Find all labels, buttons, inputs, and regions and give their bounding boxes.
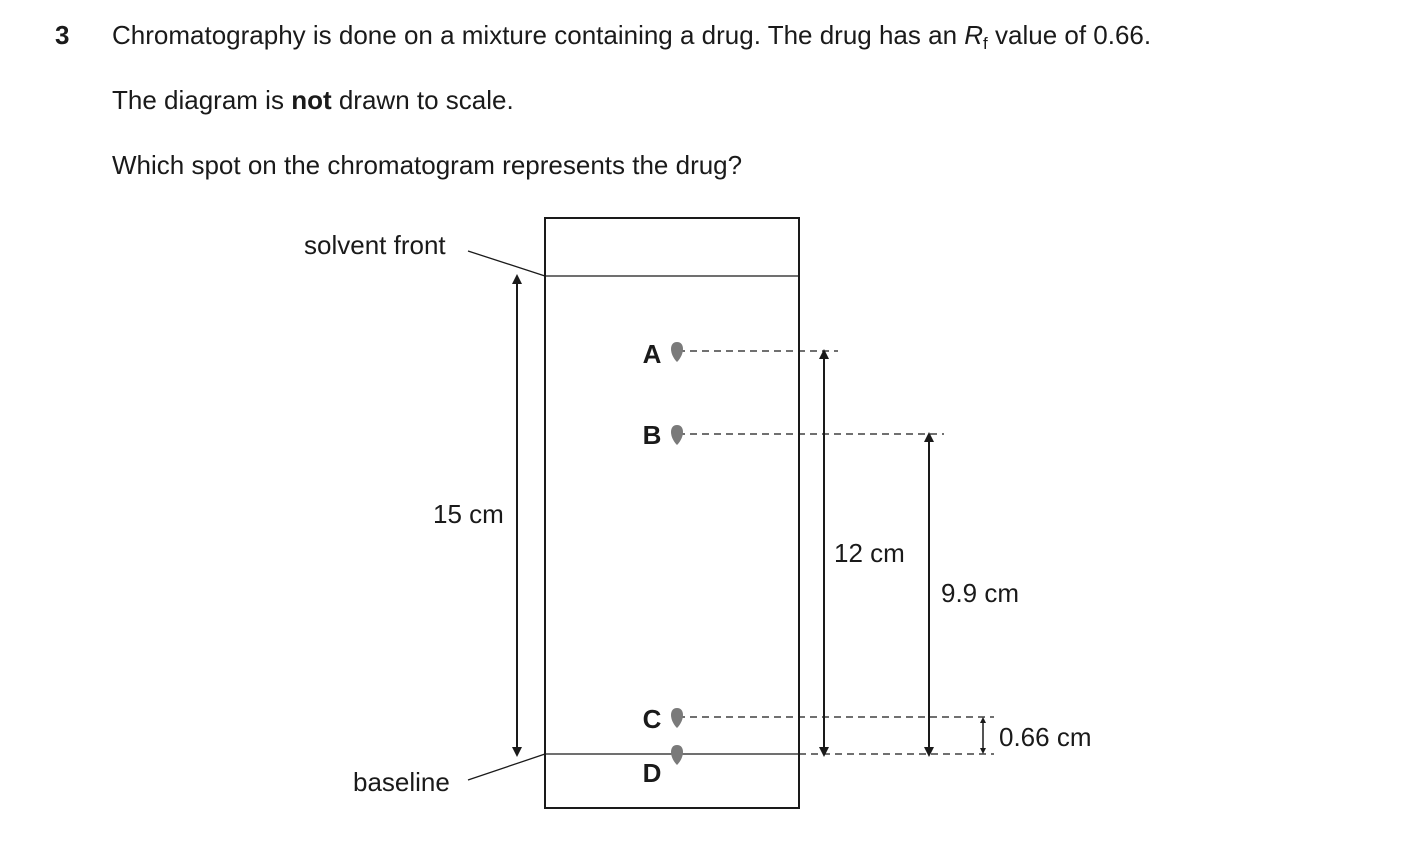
question-line-3: Which spot on the chromatogram represents the drug? bbox=[112, 150, 743, 180]
spot-c-distance-label: 0.66 cm bbox=[999, 722, 1092, 752]
solvent-front-leader bbox=[468, 251, 545, 276]
solvent-distance-label: 15 cm bbox=[433, 499, 504, 529]
spot-a bbox=[671, 342, 683, 362]
spot-b-distance-label: 9.9 cm bbox=[941, 578, 1020, 608]
question-line-2-prefix: The diagram is bbox=[112, 85, 292, 115]
spot-d bbox=[671, 745, 683, 765]
spot-b-label: B bbox=[642, 420, 662, 450]
spot-c bbox=[671, 708, 683, 728]
spot-b bbox=[671, 425, 683, 445]
spot-a-label: A bbox=[642, 339, 662, 369]
spot-d-label: D bbox=[642, 758, 662, 788]
baseline-leader bbox=[468, 754, 545, 780]
question-line-1-prefix: Chromatography is done on a mixture containing a drug. The drug has an bbox=[112, 20, 965, 50]
question-line-2-suffix: drawn to scale. bbox=[331, 85, 514, 115]
solvent-front-label: solvent front bbox=[304, 230, 446, 260]
spots-layer bbox=[643, 339, 683, 788]
question-line-1-suffix: value of 0.66. bbox=[987, 20, 1152, 50]
question-number: 3 bbox=[55, 20, 70, 50]
rf-symbol: R bbox=[964, 20, 984, 50]
question-line-2-bold: not bbox=[291, 85, 332, 115]
rf-subscript: f bbox=[983, 34, 988, 53]
spot-c-label: C bbox=[642, 704, 662, 734]
baseline-label: baseline bbox=[353, 767, 450, 797]
spot-a-distance-label: 12 cm bbox=[834, 538, 905, 568]
